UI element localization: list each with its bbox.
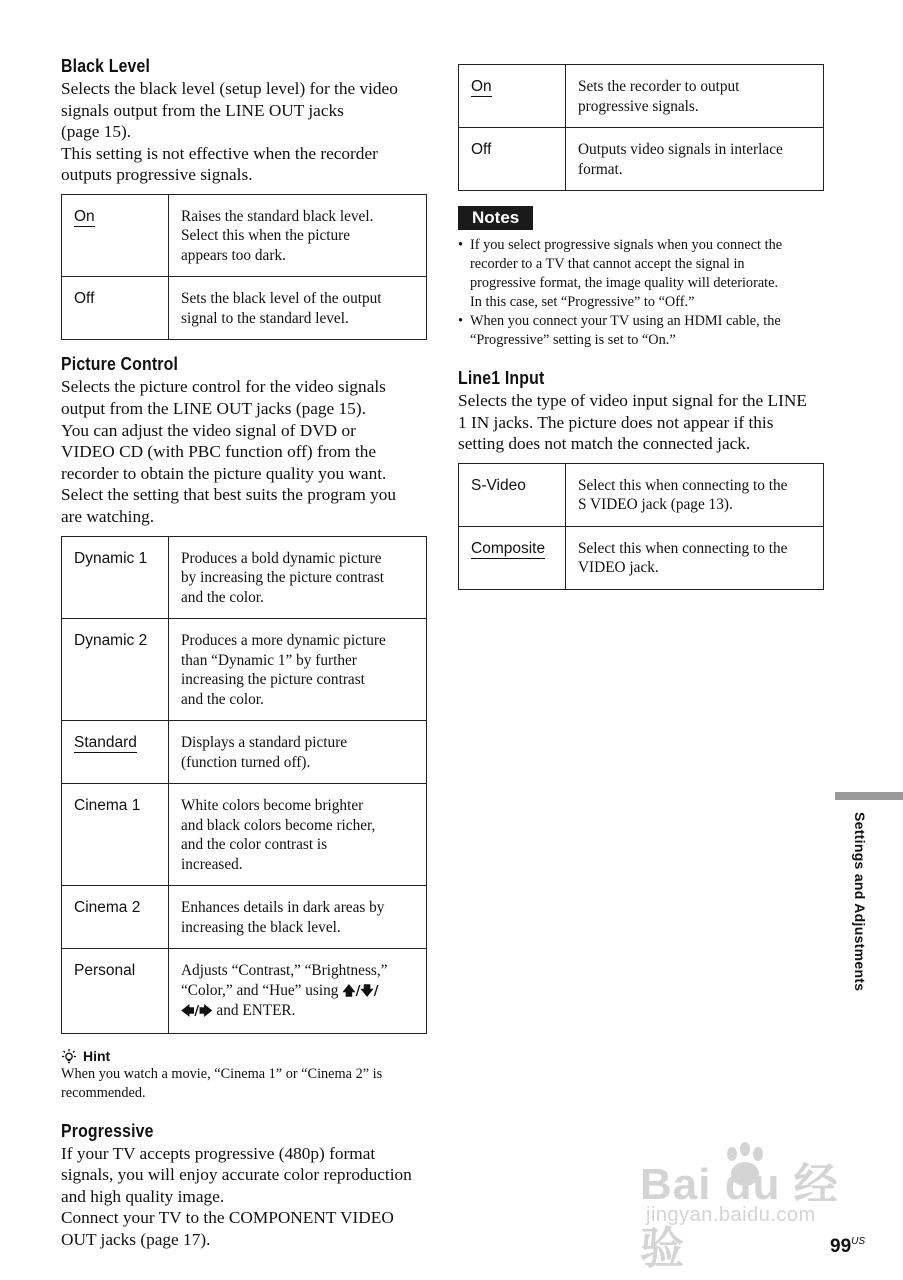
table-row xyxy=(62,194,427,277)
lightbulb-icon xyxy=(61,1048,77,1064)
line1-input-table xyxy=(458,463,824,590)
text-line: OUT jacks (page 17). xyxy=(61,1230,211,1249)
option-key: Standard xyxy=(62,721,169,784)
table-row xyxy=(62,886,427,949)
progressive-section xyxy=(61,1121,427,1251)
text-line: signals output from the LINE OUT jacks xyxy=(61,100,344,120)
text-line: Connect your TV to the COMPONENT VIDEO xyxy=(61,1208,394,1228)
text-line: VIDEO CD (with PBC function off) from the xyxy=(61,442,377,462)
black-level-heading: Black Level xyxy=(61,56,151,76)
text-line: You can adjust the video signal of DVD or xyxy=(61,420,356,440)
text-line: (page 15). xyxy=(61,122,132,142)
option-description: Select this when connecting to the S VIDEO jack (page 13). xyxy=(566,463,824,526)
option-description: Produces a bold dynamic picture by increasing the picture contrast and the color. xyxy=(169,536,427,619)
picture-control-body xyxy=(61,376,427,527)
option-key: Composite xyxy=(459,526,566,589)
line1-input-heading: Line1 Input xyxy=(458,368,545,388)
option-description: Outputs video signals in interlace format. xyxy=(566,128,824,191)
option-description: Produces a more dynamic picture than “Dynamic 1” by further increasing the picture contrast and the color. xyxy=(169,619,427,721)
progressive-table xyxy=(458,64,824,191)
left-right-arrow-icons: 🡄/🡆 xyxy=(181,1004,213,1020)
option-key: Dynamic 2 xyxy=(62,619,169,721)
black-level-body xyxy=(61,78,427,186)
list-item: • If you select progressive signals when you connect the recorder to a TV that cannot accept the signal in progressive format, the image quality will deteriorate. In this case, set “Progressive” to “Off.” xyxy=(458,236,824,312)
progressive-heading: Progressive xyxy=(61,1120,154,1141)
option-description: White colors become brighter and black colors become richer, and the color contrast is increased. xyxy=(169,784,427,886)
progressive-body xyxy=(61,1143,427,1251)
table-row xyxy=(62,721,427,784)
text-line: recommended. xyxy=(61,1084,146,1101)
option-key: Off xyxy=(62,277,169,340)
notes-list xyxy=(458,236,824,350)
table-row xyxy=(62,784,427,886)
list-item: • When you connect your TV using an HDMI cable, the “Progressive” setting is set to “On.” xyxy=(458,312,824,350)
option-description: Adjusts “Contrast,” “Brightness,” “Color,” and “Hue” using 🡅/🡇/ 🡄/🡆 and ENTER. xyxy=(169,949,427,1034)
black-level-table xyxy=(61,194,427,341)
text-line: This setting is not effective when the recorder xyxy=(61,143,378,163)
page-number: $99^{US}$ xyxy=(830,1236,866,1257)
option-key: Cinema 1 xyxy=(62,784,169,886)
option-key: On xyxy=(459,65,566,128)
picture-control-heading: Picture Control xyxy=(61,354,179,375)
table-row xyxy=(62,619,427,721)
up-down-arrow-icons: 🡅/🡇/ xyxy=(342,983,379,999)
picture-control-section xyxy=(61,354,427,1033)
text-line: recorder to obtain the picture quality you want. xyxy=(61,463,387,483)
text-line: and high quality image. xyxy=(61,1186,225,1206)
option-description: Sets the recorder to output progressive signals. xyxy=(566,65,824,128)
text-line: outputs progressive signals. xyxy=(61,165,253,185)
table-row xyxy=(459,128,824,191)
option-key: Dynamic 1 xyxy=(62,536,169,619)
page-region-suffix: US xyxy=(851,1236,866,1247)
table-row xyxy=(62,277,427,340)
hint-box xyxy=(61,1048,427,1103)
option-description: Displays a standard picture (function turned off). xyxy=(169,721,427,784)
text-line: Selects the picture control for the video signals xyxy=(61,377,386,397)
option-description: Enhances details in dark areas by increasing the black level. xyxy=(169,886,427,949)
option-description: Raises the standard black level. Select this when the picture appears too dark. xyxy=(169,194,427,277)
option-key: S-Video xyxy=(459,463,566,526)
line1-input-section xyxy=(458,368,824,590)
notes-label: Notes xyxy=(458,206,533,230)
table-row xyxy=(459,463,824,526)
option-key: Off xyxy=(459,128,566,191)
line1-input-body xyxy=(458,390,824,455)
left-column xyxy=(61,56,427,1251)
text-line: 1 IN jacks. The picture does not appear if this xyxy=(458,412,774,432)
option-key: On xyxy=(62,194,169,277)
text-line: Select the setting that best suits the program you xyxy=(61,485,397,505)
chapter-tab-bar xyxy=(835,792,903,800)
black-level-section xyxy=(61,56,427,340)
text-line: If your TV accepts progressive (480p) format xyxy=(61,1143,376,1163)
table-row xyxy=(459,65,824,128)
watermark-logo: Bai du 经验 xyxy=(640,1160,839,1273)
notes-box xyxy=(458,191,824,350)
option-description: Select this when connecting to the VIDEO jack. xyxy=(566,526,824,589)
text-line: are watching. xyxy=(61,507,155,527)
personal-row-group xyxy=(62,949,427,1034)
chapter-tab-label: Settings and Adjustments xyxy=(852,812,868,992)
hint-label: Hint xyxy=(83,1047,111,1064)
picture-control-table xyxy=(61,536,427,1034)
text-line: Selects the black level (setup level) for the video xyxy=(61,79,398,98)
option-key: Cinema 2 xyxy=(62,886,169,949)
hint-text xyxy=(61,1065,427,1103)
text-line: When you watch a movie, “Cinema 1” or “Cinema 2” is xyxy=(61,1065,383,1082)
option-key: Personal xyxy=(62,949,169,1034)
text-line: setting does not match the connected jack. xyxy=(458,434,751,454)
watermark-url: jingyan.baidu.com xyxy=(646,1204,816,1226)
option-description: Sets the black level of the output signal to the standard level. xyxy=(169,277,427,340)
text-line: output from the LINE OUT jacks (page 15). xyxy=(61,399,366,419)
text-line: signals, you will enjoy accurate color reproduction xyxy=(61,1165,412,1185)
text-line: Selects the type of video input signal for the LINE xyxy=(458,391,807,410)
table-row xyxy=(459,526,824,589)
table-row xyxy=(62,949,427,1034)
right-column xyxy=(458,64,824,590)
table-row xyxy=(62,536,427,619)
